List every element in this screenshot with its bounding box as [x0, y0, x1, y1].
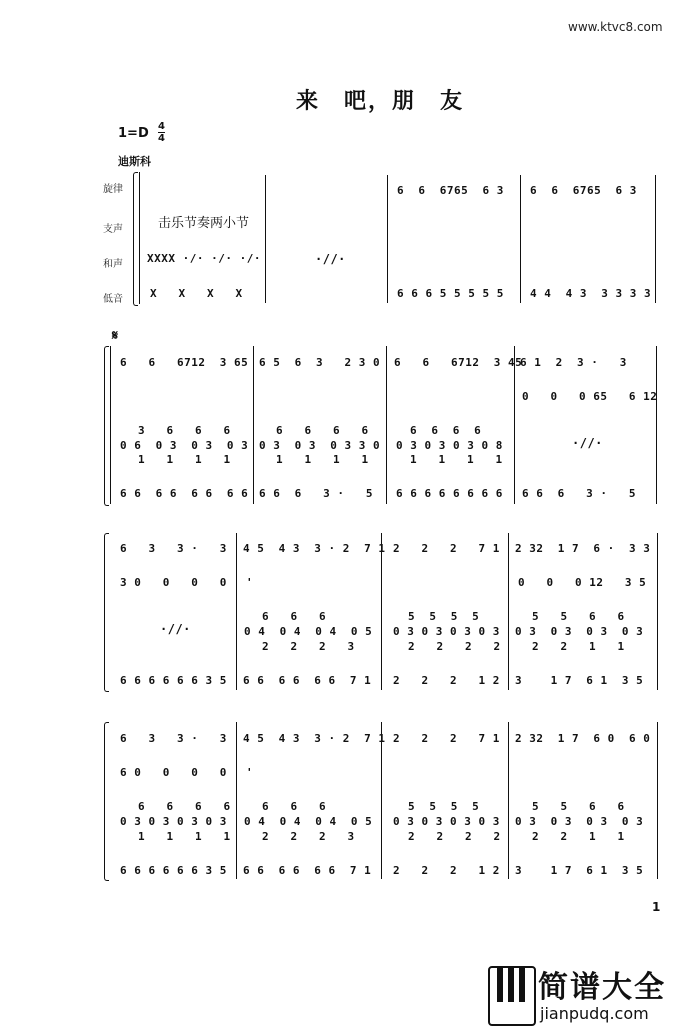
hesheng-top: 6 6 6 6	[276, 424, 369, 437]
hesheng-bot: 1 1 1 1	[276, 453, 369, 466]
part-label-zhisheng: 支声	[103, 224, 123, 235]
zhisheng-measure: '	[246, 576, 254, 589]
barline	[656, 346, 657, 504]
bass-measure: 4 4 4 3 3 3 3 3	[530, 287, 652, 300]
hesheng-mid: 0 4 0 4 0 4 0 5	[244, 625, 373, 638]
bass-measure: 6 6 6 6 6 6 3 5	[120, 674, 227, 687]
tempo-marking: 迪斯科	[118, 155, 151, 168]
barline	[655, 175, 656, 303]
piano-logo-icon	[488, 966, 536, 1026]
barline	[514, 346, 515, 504]
hesheng-top: 6 6 6	[262, 610, 327, 623]
zhisheng-measure: 0 0 0 12 3 5	[518, 576, 647, 589]
hesheng-top: 5 5 5 5	[408, 610, 480, 623]
page-number: 1	[652, 900, 661, 914]
hesheng-top: 5 5 6 6	[532, 610, 625, 623]
bass-measure: 6 6 6 3 · 5	[522, 487, 636, 500]
hesheng-top: 6 6 6	[262, 800, 327, 813]
segno-sign: 𝄋	[112, 328, 119, 344]
zhisheng-measure: 3 0 0 0 0	[120, 576, 227, 589]
hesheng-top: 5 5 5 5	[408, 800, 480, 813]
hesheng-top: 6 6 6 6	[410, 424, 482, 437]
melody-measure: 2 32 1 7 6 0 6 0	[515, 732, 651, 745]
hesheng-measure: XXXX ·/· ·/· ·/·	[147, 252, 261, 265]
hesheng-mid: 0 3 0 3 0 3 3 0	[259, 439, 381, 452]
simile-mark: ·//·	[572, 436, 603, 450]
barline	[139, 172, 140, 304]
bass-measure: 6 6 6 6 6 6 6 6	[396, 487, 503, 500]
melody-measure: 6 6 6765 6 3	[397, 184, 504, 197]
barline	[508, 722, 509, 879]
page-title: 来 吧，朋 友	[295, 88, 464, 114]
hesheng-mid: 0 3 0 3 0 3 0 3	[393, 815, 500, 828]
hesheng-top: 6 6 6 6	[138, 800, 231, 813]
melody-measure: 6 5 6 3 2 3 0	[259, 356, 381, 369]
hesheng-mid: 0 3 0 3 0 3 0 8	[396, 439, 503, 452]
system-brace	[133, 172, 138, 306]
hesheng-mid: 0 4 0 4 0 4 0 5	[244, 815, 373, 828]
part-label-bass: 低音	[103, 294, 123, 305]
hesheng-bot: 2 2 2 3	[262, 830, 355, 843]
hesheng-mid: 0 3 0 3 0 3 0 3	[515, 625, 644, 638]
hesheng-bot: 1 1 1 1	[138, 830, 231, 843]
bass-measure: 6 6 6 6 6 6 7 1	[243, 864, 372, 877]
simile-mark: ·//·	[160, 622, 191, 636]
bass-measure: 3 1 7 6 1 3 5	[515, 864, 644, 877]
hesheng-mid: 0 3 0 3 0 3 0 3	[393, 625, 500, 638]
barline	[265, 175, 266, 303]
site-url[interactable]: www.ktvc8.com	[568, 20, 663, 34]
bass-measure: 6 6 6 3 · 5	[259, 487, 373, 500]
time-sig-top: 4	[158, 121, 165, 132]
zhisheng-measure: '	[246, 766, 254, 779]
melody-measure: 6 6 6712 3 65	[120, 356, 249, 369]
melody-measure: 6 3 3 · 3	[120, 732, 227, 745]
barline	[508, 533, 509, 690]
barline	[236, 722, 237, 879]
melody-measure: 4 5 4 3 3 · 2 7 1	[243, 542, 386, 555]
zhisheng-measure: 6 0 0 0 0	[120, 766, 227, 779]
intro-text: 击乐节奏两小节	[158, 216, 250, 231]
barline	[381, 722, 382, 879]
bass-measure: 6 6 6 5 5 5 5 5	[397, 287, 504, 300]
hesheng-top: 5 5 6 6	[532, 800, 625, 813]
bass-measure: 2 2 2 1 2	[393, 674, 500, 687]
logo-url[interactable]: jianpudq.com	[540, 1004, 649, 1023]
logo-name: 简谱大全	[538, 970, 666, 1005]
hesheng-bot: 2 2 1 1	[532, 830, 625, 843]
melody-measure: 4 5 4 3 3 · 2 7 1	[243, 732, 386, 745]
barline	[657, 722, 658, 879]
system-brace	[104, 346, 109, 506]
hesheng-bot: 1 1 1 1	[138, 453, 231, 466]
bass-measure: 6 6 6 6 6 6 6 6	[120, 487, 249, 500]
hesheng-bot: 1 1 1 1	[410, 453, 503, 466]
hesheng-mid: 0 6 0 3 0 3 0 3	[120, 439, 249, 452]
hesheng-mid: 0 3 0 3 0 3 0 3	[120, 815, 227, 828]
key-signature: 1=D	[118, 126, 149, 141]
melody-measure: 6 6 6712 3 45	[394, 356, 523, 369]
bass-measure: 2 2 2 1 2	[393, 864, 500, 877]
barline	[236, 533, 237, 690]
barline	[381, 533, 382, 690]
melody-measure: 2 32 1 7 6 · 3 3	[515, 542, 651, 555]
barline	[110, 346, 111, 504]
bass-measure: 6 6 6 6 6 6 7 1	[243, 674, 372, 687]
hesheng-bot: 2 2 2 2	[408, 830, 501, 843]
simile-mark: ·//·	[315, 252, 346, 266]
hesheng-top: 3 6 6 6	[138, 424, 231, 437]
barline	[253, 346, 254, 504]
hesheng-mid: 0 3 0 3 0 3 0 3	[515, 815, 644, 828]
melody-measure: 2 2 2 7 1	[393, 542, 500, 555]
part-label-hesheng: 和声	[103, 259, 123, 270]
time-sig-bottom: 4	[158, 133, 165, 144]
barline	[387, 175, 388, 303]
time-signature	[158, 121, 165, 144]
hesheng-bot: 2 2 2 3	[262, 640, 355, 653]
part-label-melody: 旋律	[103, 184, 123, 195]
barline	[657, 533, 658, 690]
melody-measure: 6 3 3 · 3	[120, 542, 227, 555]
zhisheng-measure: 0 0 0 65 6 12	[522, 390, 658, 403]
bass-measure: 6 6 6 6 6 6 3 5	[120, 864, 227, 877]
bass-measure: X X X X	[150, 287, 243, 300]
melody-measure: 6 6 6765 6 3	[530, 184, 637, 197]
system-brace	[104, 722, 109, 881]
melody-measure: 2 2 2 7 1	[393, 732, 500, 745]
hesheng-bot: 2 2 2 2	[408, 640, 501, 653]
barline	[386, 346, 387, 504]
barline	[520, 175, 521, 303]
system-brace	[104, 533, 109, 692]
melody-measure: 6 1 2 3 · 3	[520, 356, 627, 369]
bass-measure: 3 1 7 6 1 3 5	[515, 674, 644, 687]
hesheng-bot: 2 2 1 1	[532, 640, 625, 653]
